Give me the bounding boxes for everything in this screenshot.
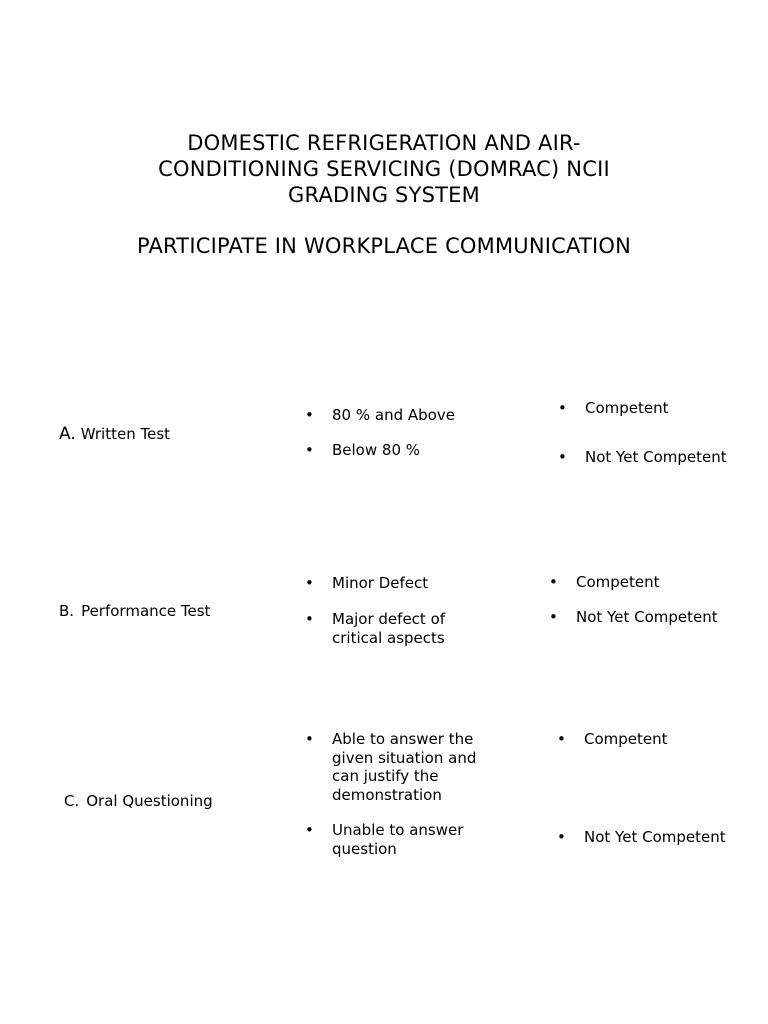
section-c-rating-2: • Not Yet Competent bbox=[557, 828, 726, 846]
section-b-criterion-1: • Minor Defect bbox=[305, 574, 429, 592]
section-b-rating-2: • Not Yet Competent bbox=[549, 608, 718, 626]
title-line-1: DOMESTIC REFRIGERATION AND AIR- bbox=[187, 131, 581, 155]
section-a-criterion-1: • 80 % and Above bbox=[305, 406, 455, 424]
bullet-icon: • bbox=[557, 730, 566, 748]
section-c-criterion-2: • Unable to answer question bbox=[305, 821, 464, 858]
section-c-criterion-1: • Able to answer the given situation and can justify the demonstration bbox=[305, 730, 477, 804]
bullet-icon: • bbox=[558, 399, 567, 417]
section-a-name: Written Test bbox=[80, 425, 171, 443]
bullet-icon: • bbox=[558, 448, 567, 466]
bullet-icon: • bbox=[557, 828, 566, 846]
bullet-icon: • bbox=[549, 573, 558, 591]
bullet-icon: • bbox=[549, 608, 558, 626]
document-subtitle: PARTICIPATE IN WORKPLACE COMMUNICATION bbox=[136, 234, 632, 258]
bullet-icon: • bbox=[305, 610, 314, 628]
bullet-icon: • bbox=[305, 441, 314, 459]
section-b-rating-1: • Competent bbox=[549, 573, 660, 591]
section-a-letter: A. bbox=[59, 424, 76, 444]
section-b-letter: B. bbox=[59, 602, 75, 620]
section-a-rating-2: • Not Yet Competent bbox=[558, 448, 727, 466]
bullet-icon: • bbox=[305, 574, 314, 592]
section-a-rating-1: • Competent bbox=[558, 399, 669, 417]
document-title bbox=[0, 130, 768, 208]
section-a-criterion-2: • Below 80 % bbox=[305, 441, 421, 459]
section-b-name: Performance Test bbox=[81, 602, 211, 620]
title-line-3: GRADING SYSTEM bbox=[288, 183, 480, 207]
bullet-icon: • bbox=[305, 406, 314, 424]
section-a-label bbox=[59, 425, 170, 443]
bullet-icon: • bbox=[305, 730, 314, 748]
section-b-label bbox=[59, 602, 210, 620]
section-b-criterion-2: • Major defect of critical aspects bbox=[305, 610, 446, 647]
bullet-icon: • bbox=[305, 821, 314, 839]
section-c-rating-1: • Competent bbox=[557, 730, 668, 748]
section-c-label bbox=[64, 792, 213, 810]
section-c-name: Oral Questioning bbox=[86, 792, 213, 810]
title-line-2: CONDITIONING SERVICING (DOMRAC) NCII bbox=[158, 157, 610, 181]
section-c-letter: C. bbox=[64, 792, 80, 810]
